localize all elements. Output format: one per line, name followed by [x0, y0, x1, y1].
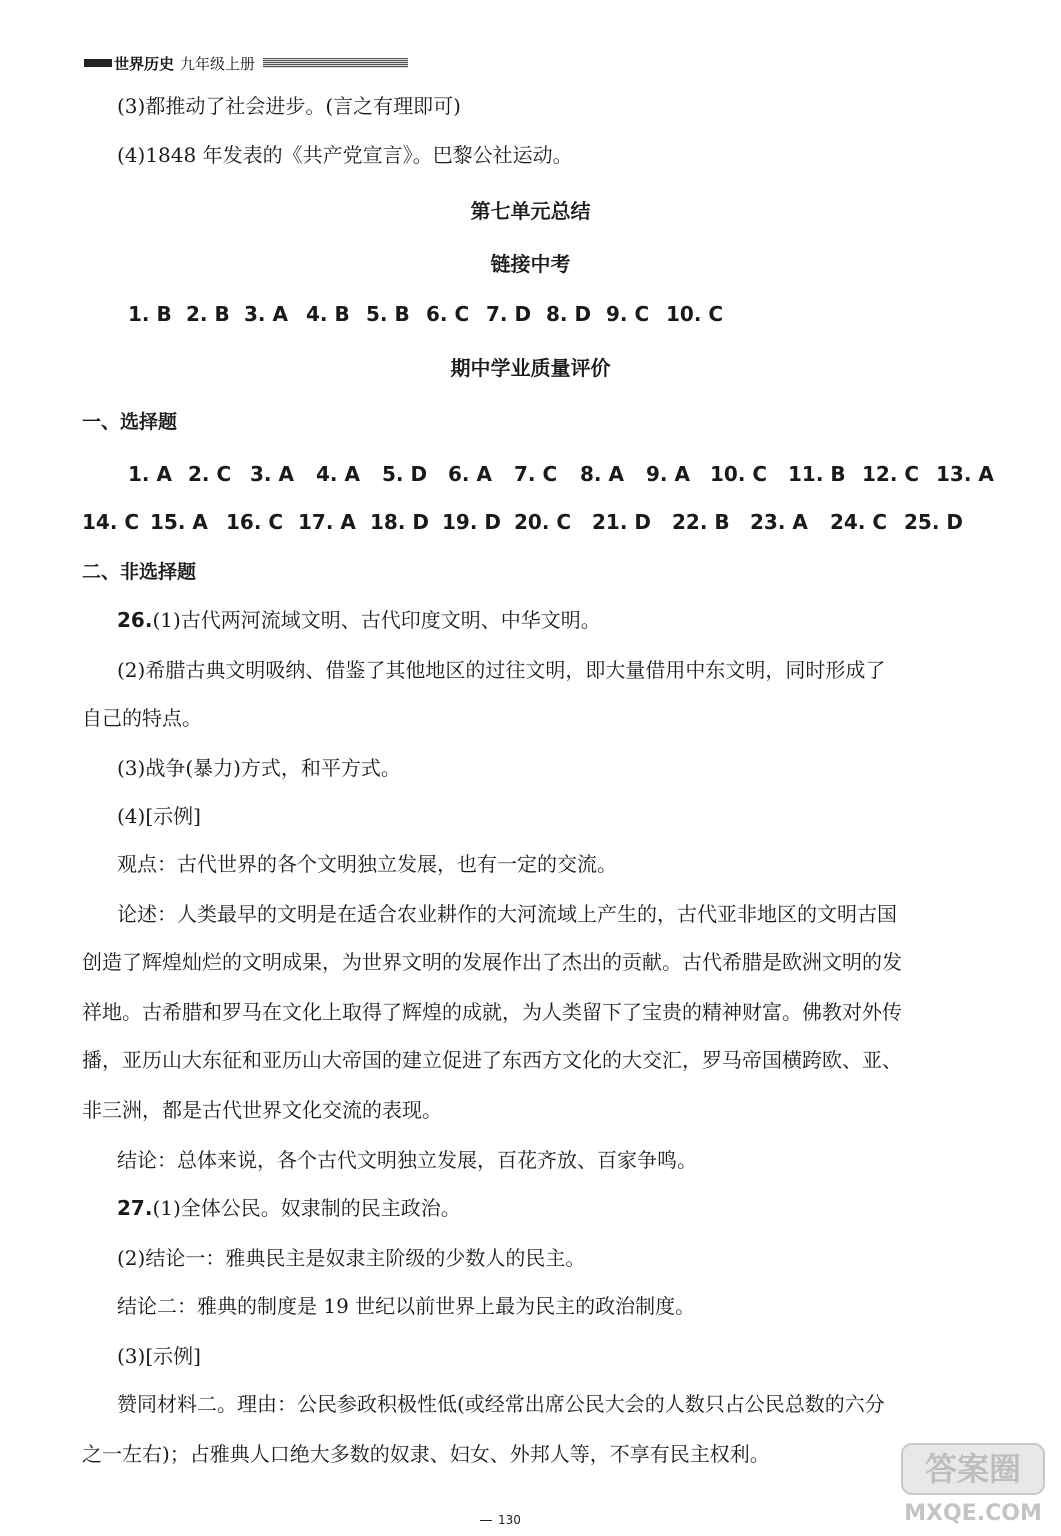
- answer-item: 18. D: [370, 510, 429, 534]
- midterm-answers-row2: [0, 508, 1061, 536]
- midterm-answers-row1: [0, 460, 1061, 488]
- answer-item: 3. A: [244, 302, 288, 326]
- q26-argument-line1: 论述：人类最早的文明是在适合农业耕作的大河流域上产生的，古代亚非地区的文明古国: [117, 902, 897, 926]
- unit7-subtitle: 链接中考: [490, 252, 571, 276]
- answer-item: 16. C: [226, 510, 284, 534]
- answer-item: 8. A: [580, 462, 624, 486]
- answer-item: 12. C: [862, 462, 920, 486]
- answer-item: 2. B: [186, 302, 230, 326]
- watermark-text-top: 答案圈: [924, 1450, 1022, 1488]
- q26-argument-line3: 祥地。古希腊和罗马在文化上取得了辉煌的成就，为人类留下了宝贵的精神财富。佛教对外传: [82, 1000, 902, 1024]
- answer-item: 2. C: [188, 462, 232, 486]
- q26-number: 26.: [117, 608, 153, 632]
- answer-item: 4. B: [306, 302, 350, 326]
- answer-item: 4. A: [316, 462, 360, 486]
- header-decoration-bar: [263, 58, 408, 68]
- running-header: [84, 50, 408, 76]
- answer-item: 17. A: [298, 510, 356, 534]
- answer-item: 1. A: [128, 462, 172, 486]
- answer-item: 20. C: [514, 510, 572, 534]
- q26-argument-line2: 创造了辉煌灿烂的文明成果，为世界文明的发展作出了杰出的贡献。古代希腊是欧洲文明的发: [82, 950, 902, 974]
- q27-number: 27.: [117, 1196, 153, 1220]
- header-mark: [84, 59, 112, 67]
- answer-item: 9. A: [646, 462, 690, 486]
- answer-item: 9. C: [606, 302, 650, 326]
- answer-line-4: (4)1848 年发表的《共产党宣言》。巴黎公社运动。: [117, 143, 573, 167]
- answer-item: 21. D: [592, 510, 651, 534]
- header-title: 世界历史: [114, 54, 175, 73]
- answer-item: 7. C: [514, 462, 558, 486]
- q27-part4-line1: 赞同材料二。理由：公民参政积极性低(或经常出席公民大会的人数只占公民总数的六分: [117, 1392, 885, 1416]
- answer-item: 23. A: [750, 510, 808, 534]
- answer-item: 7. D: [486, 302, 532, 326]
- q27-part4-line2: 之一左右)；占雅典人口绝大多数的奴隶、妇女、外邦人等，不享有民主权利。: [82, 1442, 770, 1466]
- watermark-logo: [898, 1440, 1048, 1530]
- q26-argument-line4: 播，亚历山大东征和亚历山大帝国的建立促进了东西方文化的大交汇，罗马帝国横跨欧、亚、: [82, 1048, 902, 1072]
- answer-item: 5. D: [382, 462, 428, 486]
- answer-item: 6. A: [448, 462, 492, 486]
- q27-part2: (2)结论一：雅典民主是奴隶主阶级的少数人的民主。: [117, 1246, 586, 1270]
- answer-item: 3. A: [250, 462, 294, 486]
- watermark-text-bottom: MXQE.COM: [904, 1501, 1042, 1526]
- midterm-title: 期中学业质量评价: [450, 356, 611, 380]
- q26-part1: [117, 606, 601, 634]
- page-number-dash: [480, 1520, 492, 1521]
- q26-viewpoint: 观点：古代世界的各个文明独立发展，也有一定的交流。: [117, 852, 617, 876]
- watermark-graphic: [898, 1440, 1048, 1530]
- q26-part1-text: (1)古代两河流域文明、古代印度文明、中华文明。: [152, 608, 601, 632]
- answer-item: 14. C: [82, 510, 140, 534]
- answer-item: 6. C: [426, 302, 470, 326]
- q26-part3: (3)战争(暴力)方式，和平方式。: [117, 756, 401, 780]
- header-subtitle: 九年级上册: [180, 54, 256, 73]
- q26-conclusion: 结论：总体来说，各个古代文明独立发展，百花齐放、百家争鸣。: [117, 1148, 697, 1172]
- section-nonchoice-heading: 二、非选择题: [82, 561, 197, 583]
- q27-part1-text: (1)全体公民。奴隶制的民主政治。: [152, 1196, 461, 1220]
- answer-item: 1. B: [128, 302, 172, 326]
- unit7-answers: [0, 300, 1061, 328]
- unit7-title: 第七单元总结: [470, 199, 591, 223]
- q27-part3: (3)[示例]: [117, 1344, 201, 1368]
- answer-line-3: (3)都推动了社会进步。(言之有理即可): [117, 94, 461, 118]
- q27-part2-conclusion2: 结论二：雅典的制度是 19 世纪以前世界上最为民主的政治制度。: [117, 1294, 696, 1318]
- answer-item: 10. C: [666, 302, 724, 326]
- q27-part1: [117, 1194, 461, 1222]
- answer-item: 5. B: [366, 302, 410, 326]
- q26-part4: (4)[示例]: [117, 804, 201, 828]
- q26-part2-line1: (2)希腊古典文明吸纳、借鉴了其他地区的过往文明，即大量借用中东文明，同时形成了: [117, 658, 886, 682]
- answer-item: 22. B: [672, 510, 730, 534]
- section-choice-heading: 一、选择题: [82, 411, 178, 433]
- q26-part2-line2: 自己的特点。: [82, 706, 202, 730]
- page-number: 130: [480, 1513, 521, 1527]
- answer-item: 25. D: [904, 510, 963, 534]
- answer-item: 8. D: [546, 302, 592, 326]
- answer-item: 10. C: [710, 462, 768, 486]
- answer-item: 15. A: [150, 510, 208, 534]
- answer-item: 19. D: [442, 510, 501, 534]
- q26-argument-line5: 非三洲，都是古代世界文化交流的表现。: [82, 1098, 442, 1122]
- answer-item: 11. B: [788, 462, 846, 486]
- answer-item: 13. A: [936, 462, 994, 486]
- answer-item: 24. C: [830, 510, 888, 534]
